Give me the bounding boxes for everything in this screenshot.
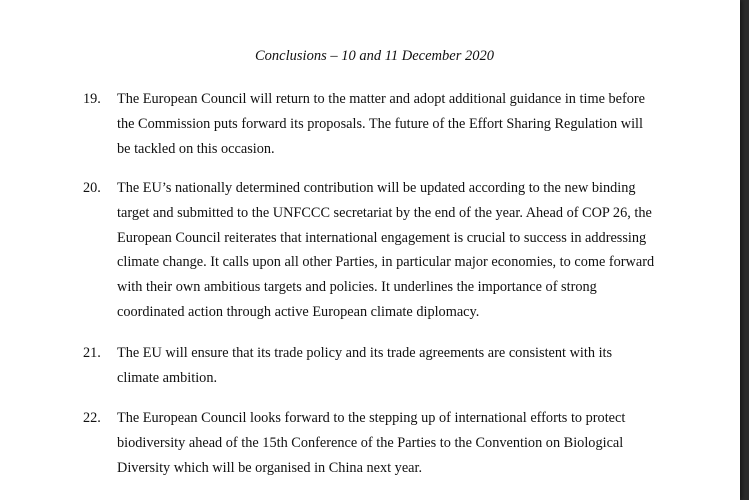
paragraph-21 (83, 341, 683, 391)
paragraph-line: with their own ambitious targets and policies. It underlines the importance of strong (117, 279, 597, 296)
paragraph-number: 20. (83, 180, 101, 196)
paragraph-line: climate change. It calls upon all other Parties, in particular major economies, to come forward (117, 254, 655, 271)
paragraph-20 (83, 176, 683, 325)
paragraph-line: coordinated action through active European climate diplomacy. (117, 303, 480, 320)
paragraph-line: the Commission puts forward its proposals. The future of the Effort Sharing Regulation will (117, 115, 644, 132)
paragraph-line: The EU’s nationally determined contribution will be updated according to the new binding (117, 180, 636, 196)
paragraph-line: European Council reiterates that international engagement is crucial to success in addressing (117, 229, 647, 246)
paragraph-line: The European Council will return to the matter and adopt additional guidance in time before (117, 91, 646, 107)
paragraph-line: climate ambition. (117, 369, 218, 386)
paragraph-line: biodiversity ahead of the 15th Conference of the Parties to the Convention on Biological (117, 434, 624, 451)
paragraph-line: The EU will ensure that its trade policy and its trade agreements are consistent with its (117, 345, 613, 361)
paragraph-19 (83, 87, 683, 161)
paragraph-line: The European Council looks forward to the stepping up of international efforts to protect (117, 410, 626, 426)
paragraph-number: 19. (83, 91, 101, 107)
paragraph-number: 21. (83, 345, 101, 361)
paragraph-line: target and submitted to the UNFCCC secretariat by the end of the year. Ahead of COP 26, the (117, 204, 652, 221)
paragraph-line: be tackled on this occasion. (117, 140, 275, 157)
paragraph-number: 22. (83, 410, 101, 426)
page-header: Conclusions – 10 and 11 December 2020 (255, 48, 494, 64)
paragraph-line: Diversity which will be organised in China next year. (117, 459, 423, 476)
paragraph-22 (83, 406, 683, 480)
